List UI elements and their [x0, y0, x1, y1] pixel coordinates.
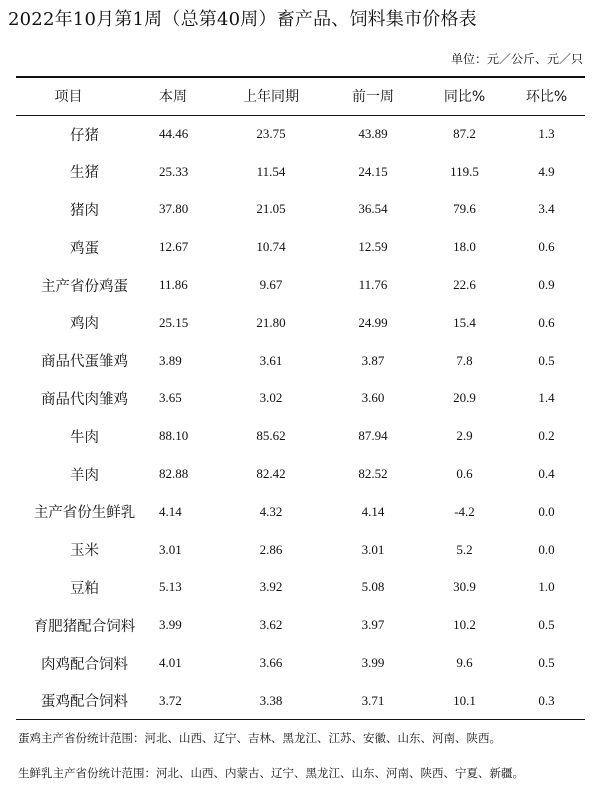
- row-this-week: 25.15: [159, 314, 189, 330]
- table-row: [16, 606, 585, 644]
- note-egg-provinces: 蛋鸡主产省份统计范围：河北、山西、辽宁、吉林、黑龙江、江苏、安徽、山东、河南、陕西。: [18, 731, 501, 745]
- row-wow: 0.4: [538, 466, 555, 482]
- row-last-year: 3.38: [217, 682, 325, 720]
- row-yoy: 30.9: [453, 579, 476, 595]
- row-item-name: 主产省份鸡蛋: [41, 278, 128, 295]
- row-wow: 0.5: [538, 352, 555, 368]
- row-item-name: 育肥猪配合饲料: [33, 618, 136, 635]
- row-last-year: 2.86: [259, 541, 283, 557]
- table-row: [16, 153, 585, 191]
- row-last-year: 3.66: [259, 655, 283, 671]
- row-previous-week: 11.76: [358, 277, 388, 293]
- row-last-year: 3.02: [259, 390, 283, 406]
- row-this-week: 11.86: [159, 277, 188, 293]
- row-wow: 0.0: [538, 541, 555, 557]
- row-yoy: 119.5: [450, 163, 479, 179]
- row-previous-week: 43.89: [358, 126, 388, 142]
- row-item-name: 玉米: [70, 543, 99, 560]
- row-this-week: 3.99: [159, 617, 182, 633]
- row-wow: 0.3: [508, 682, 585, 720]
- column-header-this-week: 本周: [155, 77, 217, 115]
- table-row: [16, 304, 585, 342]
- row-yoy: 20.9: [453, 390, 476, 406]
- row-wow: 1.3: [538, 126, 555, 142]
- row-this-week: 82.88: [159, 466, 189, 482]
- table-row: [16, 569, 585, 607]
- row-this-week: 4.01: [159, 655, 182, 671]
- row-yoy: 15.4: [453, 314, 476, 330]
- column-header-yoy: 同比%: [421, 77, 508, 115]
- row-item-name: 豆粕: [70, 580, 99, 597]
- row-yoy: 7.8: [456, 352, 473, 368]
- row-yoy: 0.6: [456, 466, 473, 482]
- row-last-year: 21.80: [256, 314, 286, 330]
- row-item-name: 商品代蛋雏鸡: [41, 354, 128, 371]
- row-this-week: 44.46: [159, 126, 189, 142]
- row-previous-week: 82.52: [358, 466, 388, 482]
- row-item-name: 鸡蛋: [70, 240, 99, 257]
- table-row: [16, 380, 585, 418]
- row-this-week: 12.67: [159, 239, 189, 255]
- row-item-name: 商品代肉雏鸡: [41, 391, 128, 408]
- row-this-week: 3.89: [159, 352, 182, 368]
- row-yoy: 2.9: [456, 428, 473, 444]
- table-row: [16, 266, 585, 304]
- row-previous-week: 3.97: [361, 617, 385, 633]
- column-header-item: 项目: [16, 77, 155, 115]
- row-yoy: 10.1: [421, 682, 508, 720]
- unit-label: 单位：元／公斤、元／只: [450, 52, 583, 66]
- table-header: [16, 77, 585, 115]
- row-wow: 4.9: [538, 163, 555, 179]
- row-wow: 0.0: [538, 503, 555, 519]
- row-yoy: 87.2: [453, 126, 476, 142]
- table-row: [16, 644, 585, 682]
- row-item-name: 仔猪: [70, 127, 99, 144]
- table-row: [16, 455, 585, 493]
- table-body: [16, 115, 585, 720]
- row-last-year: 4.32: [259, 503, 283, 519]
- column-header-last-year: 上年同期: [217, 77, 325, 115]
- row-this-week: 4.14: [159, 503, 182, 519]
- row-yoy: -4.2: [454, 503, 475, 519]
- row-yoy: 22.6: [453, 277, 476, 293]
- table-row: [16, 228, 585, 266]
- row-last-year: 3.61: [259, 352, 283, 368]
- row-wow: 0.6: [538, 239, 555, 255]
- table-row: [16, 493, 585, 531]
- price-table: [16, 76, 585, 720]
- table-row: [16, 342, 585, 380]
- table-row: [16, 682, 585, 720]
- row-last-year: 23.75: [256, 126, 286, 142]
- row-item-name: 牛肉: [70, 429, 99, 446]
- row-previous-week: 4.14: [361, 503, 385, 519]
- row-previous-week: 87.94: [358, 428, 388, 444]
- row-this-week: 3.72: [155, 682, 217, 720]
- row-yoy: 79.6: [453, 201, 476, 217]
- row-last-year: 10.74: [256, 239, 286, 255]
- row-this-week: 88.10: [159, 428, 189, 444]
- row-previous-week: 12.59: [358, 239, 388, 255]
- row-last-year: 85.62: [256, 428, 286, 444]
- row-last-year: 3.62: [259, 617, 283, 633]
- row-last-year: 3.92: [259, 579, 283, 595]
- row-item-name: 羊肉: [70, 467, 99, 484]
- row-item-name: 生猪: [70, 165, 99, 182]
- row-yoy: 9.6: [456, 655, 473, 671]
- row-wow: 0.6: [538, 314, 555, 330]
- row-previous-week: 3.01: [361, 541, 385, 557]
- row-this-week: 25.33: [159, 163, 189, 179]
- row-this-week: 3.65: [159, 390, 182, 406]
- row-wow: 0.5: [538, 655, 555, 671]
- row-last-year: 21.05: [256, 201, 286, 217]
- table-row: [16, 115, 585, 153]
- row-previous-week: 3.99: [361, 655, 385, 671]
- row-item-name: 肉鸡配合饲料: [41, 656, 128, 673]
- table-row: [16, 531, 585, 569]
- row-last-year: 11.54: [256, 163, 286, 179]
- row-previous-week: 3.87: [361, 352, 385, 368]
- row-last-year: 9.67: [259, 277, 283, 293]
- row-wow: 1.0: [538, 579, 555, 595]
- row-item-name: 猪肉: [70, 202, 99, 219]
- row-yoy: 18.0: [453, 239, 476, 255]
- row-previous-week: 24.99: [358, 314, 388, 330]
- table-row: [16, 191, 585, 229]
- row-wow: 0.5: [538, 617, 555, 633]
- row-last-year: 82.42: [256, 466, 286, 482]
- price-table-container: [16, 76, 585, 720]
- column-header-previous-week: 前一周: [325, 77, 421, 115]
- table-row: [16, 417, 585, 455]
- row-previous-week: 24.15: [358, 163, 388, 179]
- page-title: 2022年10月第1周（总第40周）畜产品、饲料集市价格表: [8, 9, 477, 30]
- column-header-wow: 环比%: [508, 77, 585, 115]
- row-previous-week: 5.08: [361, 579, 385, 595]
- row-previous-week: 36.54: [358, 201, 388, 217]
- row-yoy: 5.2: [456, 541, 473, 557]
- row-item-name: 主产省份生鲜乳: [33, 505, 136, 522]
- row-this-week: 37.80: [159, 201, 189, 217]
- row-wow: 3.4: [538, 201, 555, 217]
- row-this-week: 3.01: [159, 541, 182, 557]
- row-item-name: 蛋鸡配合饲料: [16, 682, 155, 720]
- row-wow: 1.4: [538, 390, 555, 406]
- row-item-name: 鸡肉: [70, 316, 99, 333]
- note-milk-provinces: 生鲜乳主产省份统计范围：河北、山西、内蒙古、辽宁、黑龙江、山东、河南、陕西、宁夏、新疆。: [18, 766, 524, 780]
- row-this-week: 5.13: [159, 579, 182, 595]
- row-wow: 0.9: [538, 277, 555, 293]
- header-row: [16, 77, 585, 115]
- row-previous-week: 3.71: [325, 682, 421, 720]
- row-wow: 0.2: [538, 428, 555, 444]
- row-previous-week: 3.60: [361, 390, 385, 406]
- row-yoy: 10.2: [453, 617, 476, 633]
